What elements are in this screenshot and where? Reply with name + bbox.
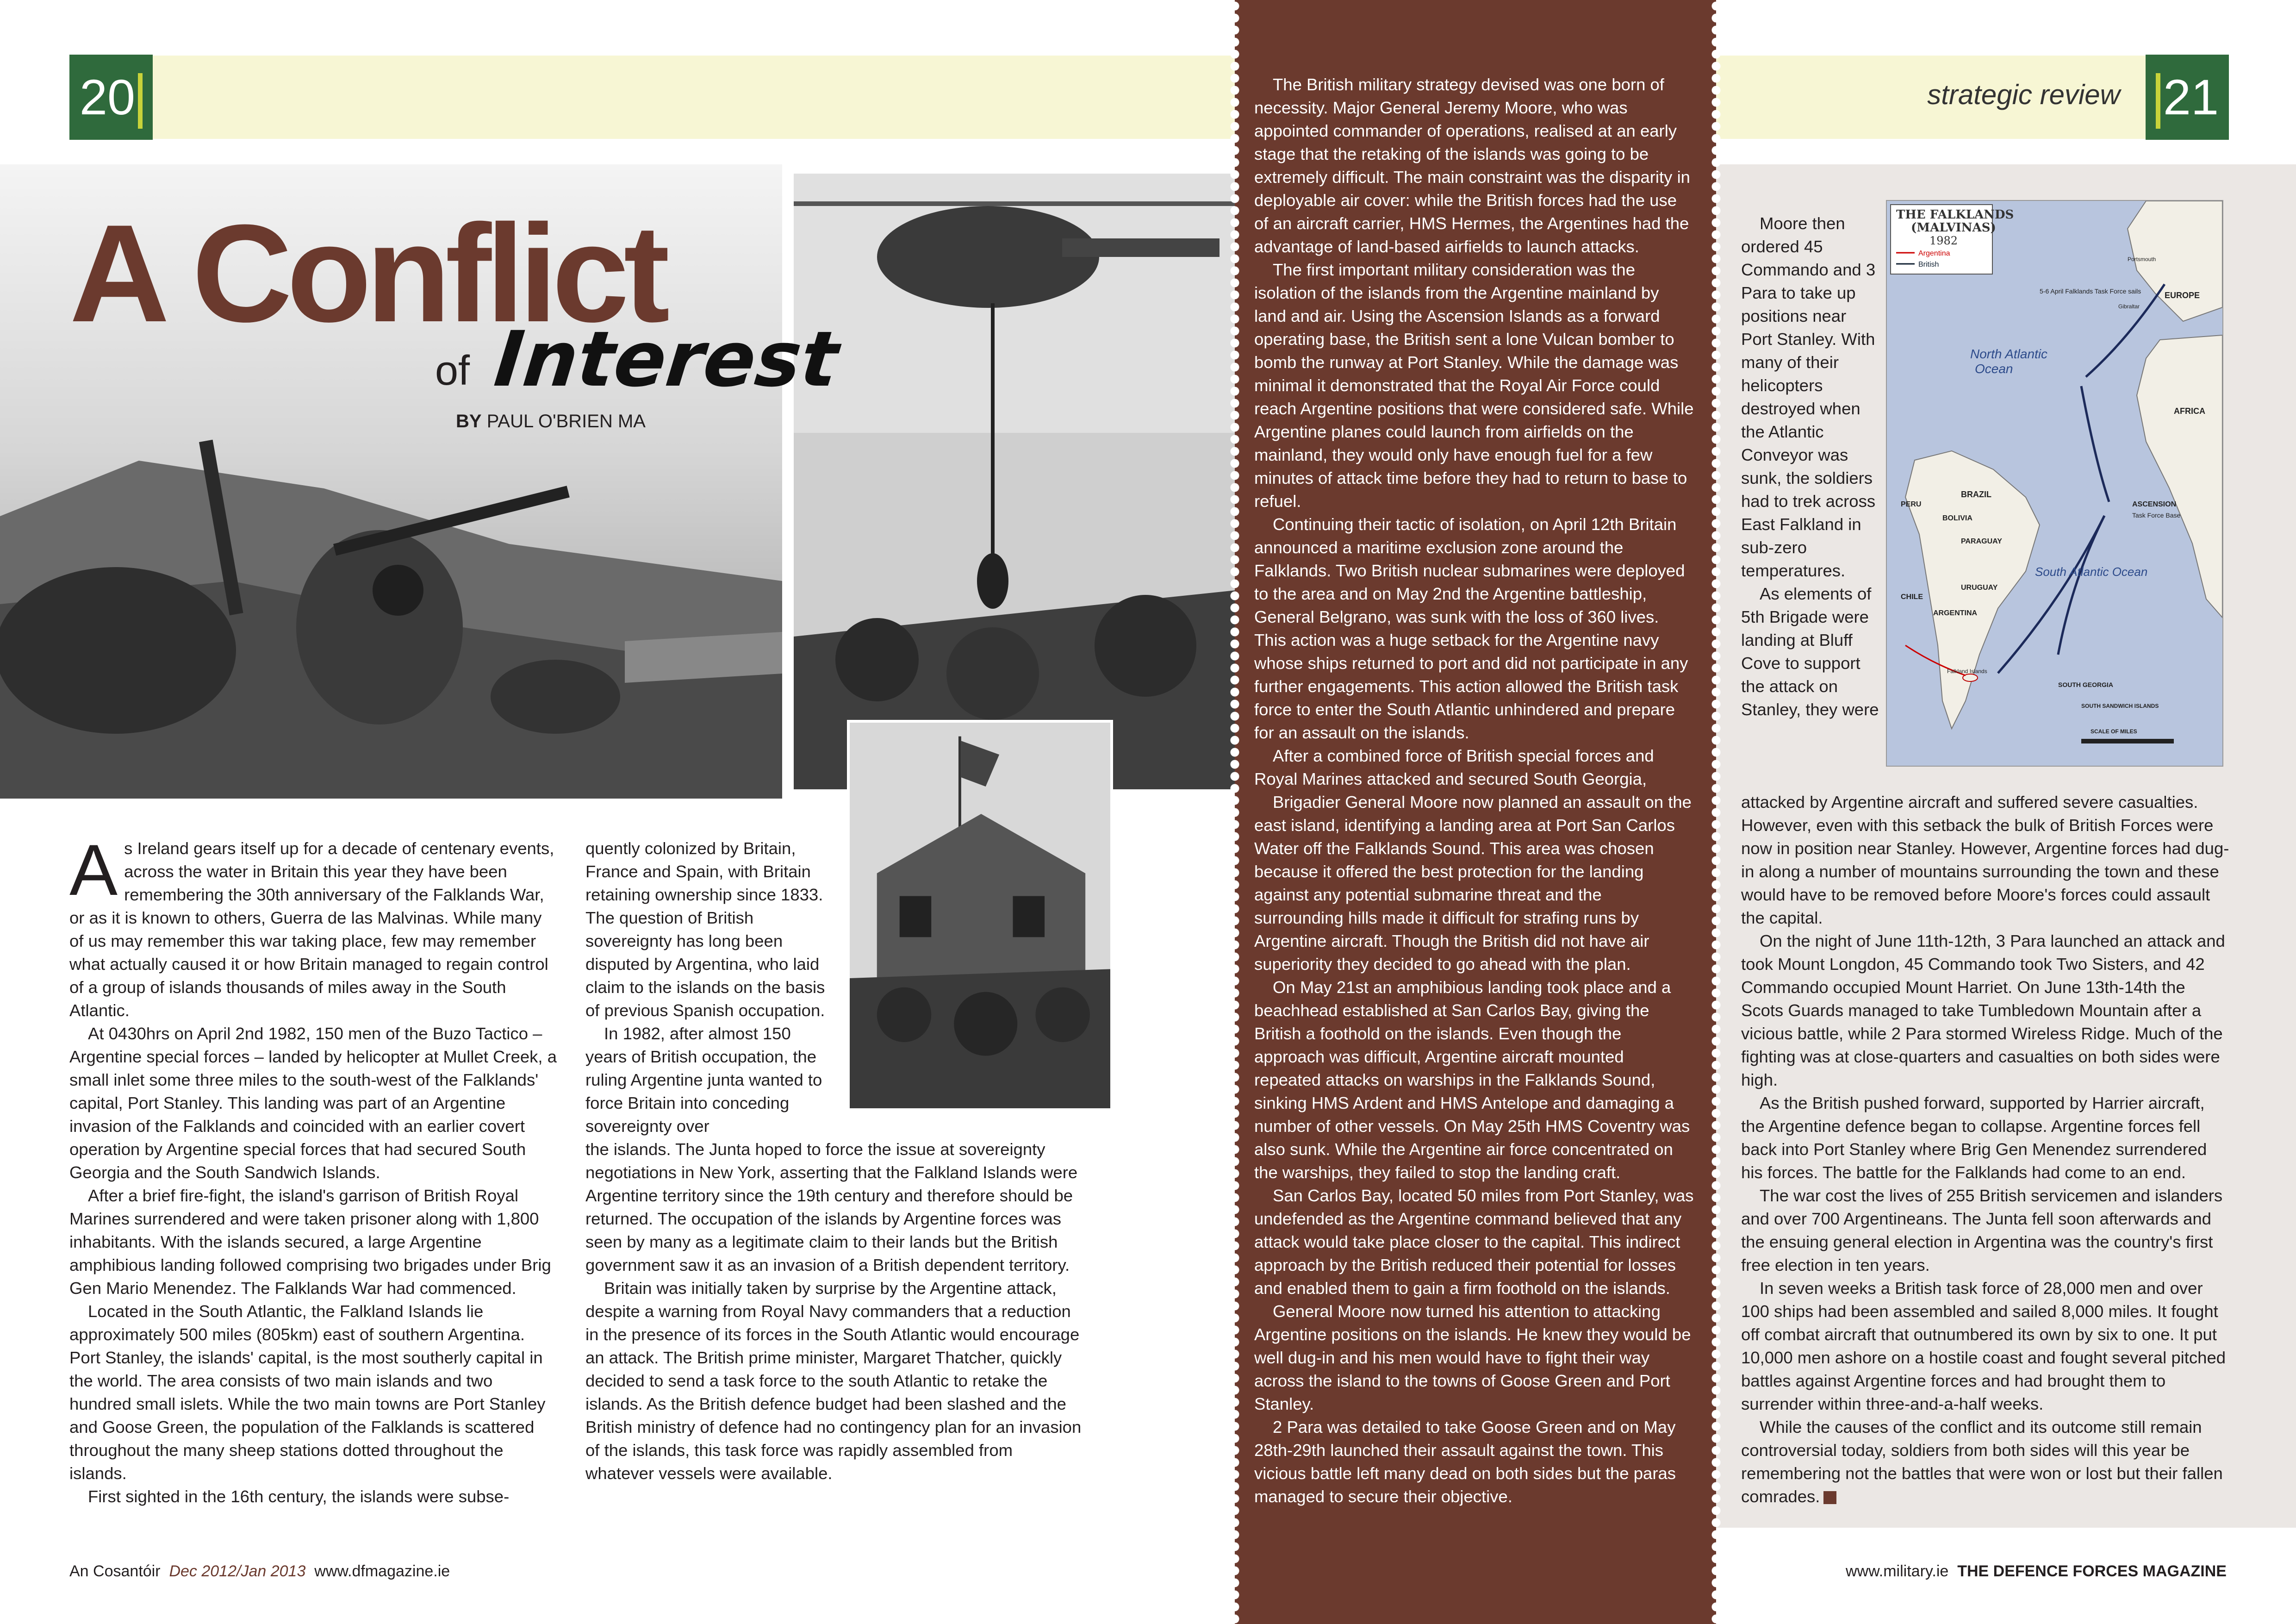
col2-paragraph-3: Britain was initially taken by surprise by the Argentine attack, despite a warning from Royal Navy commanders that a reduction in the presence of its forces in the South Atlantic would encourage an attack. The British prime minister, Margaret Thatcher, quickly decided to send a task force to the south Atlantic to retake the islands. As the British defence budget had been slashed and the British ministry of defence had no contingency plan for an invasion of the islands, this task force was rapidly assembled from whatever vessels were available. <box>585 1279 1082 1483</box>
map-legend-british: British <box>1918 261 1939 269</box>
article-title-interest: Interest <box>490 315 843 404</box>
col3-paragraph-7: San Carlos Bay, located 50 miles from Port Stanley, was undefended as the Argentine command believed that any attack would take place closer to the capital. This indirect approach by the British reduced their potential for losses and enabled them to gain a firm foothold on the islands. <box>1254 1186 1694 1298</box>
article-column-3 <box>1254 73 1694 1508</box>
footer-left <box>69 1562 450 1580</box>
left-page-number: 20 <box>69 55 153 140</box>
map-label-north-atlantic: North Atlantic <box>1970 347 2048 361</box>
drop-cap: A <box>69 830 118 911</box>
map-label-south-georgia: SOUTH GEORGIA <box>2058 681 2114 688</box>
col1-paragraph-2: At 0430hrs on April 2nd 1982, 150 men of the Buzo Tactico – Argentine special forces – landed by helicopter at Mullet Creek, a small inlet some three miles to the south-west of the Falklands' capital, Port Stanley. This landing was part of an Argentine invasion of the Falklands and coincided with an earlier covert operation by Argentine special forces that had secured South Georgia and the South Sandwich Islands. <box>69 1024 557 1182</box>
article-column-2-wide <box>585 1138 1085 1485</box>
map-label-south-sandwich: SOUTH SANDWICH ISLANDS <box>2081 703 2159 709</box>
falklands-map <box>1886 200 2223 767</box>
col3-paragraph-6: On May 21st an amphibious landing took place and a beachhead established at San Carlos Bay, giving the British a foothold on the islands. Even though the approach was difficult, Argentine aircraft mounted repeated attacks on warships in the Falklands Sound, sinking HMS Ardent and HMS Antelope and damaging a number of other vessels. On May 25th HMS Coventry was also sunk. While the Argentine air force concentrated on the warships, they failed to stop the landing craft. <box>1254 978 1690 1182</box>
map-label-uruguay: URUGUAY <box>1961 584 1998 592</box>
col4-paragraph-4: As the British pushed forward, supported by Harrier aircraft, the Argentine defence began to collapse. Argentine forces fell back into Port Stanley where Brig Gen Menendez surrendered his forces. The battle for the Falklands had come to an end. <box>1741 1093 2207 1182</box>
article-column-2-narrow <box>585 837 828 1138</box>
brown-column-left-edge <box>1229 0 1241 1624</box>
map-label-scale: SCALE OF MILES <box>2091 728 2137 735</box>
map-legend-argentina: Argentina <box>1918 250 1950 257</box>
map-title-1: THE FALKLANDS <box>1896 208 2014 222</box>
article-title: A Conflict <box>69 195 665 351</box>
article-column-1 <box>69 830 558 1508</box>
photo-flag-building <box>847 720 1113 1111</box>
footer-right <box>1846 1562 2227 1580</box>
map-label-chile: CHILE <box>1901 593 1923 601</box>
map-label-brazil: BRAZIL <box>1961 490 1991 499</box>
photo-helicopter-troops <box>794 174 1236 789</box>
col1-paragraph-1: As Ireland gears itself up for a decade of centenary events, across the water in Britain this year they have been remembering the 30th anniversary of the Falklands War, or as it is known to others, Guerra de las Malvinas. While many of us may remember this war taking place, few may remember what actually caused it or how Britain managed to regain control of a group of islands thousands of miles away in the South Atlantic. <box>69 830 554 1020</box>
map-label-bolivia: BOLIVIA <box>1942 514 1972 522</box>
footer-left-url: www.dfmagazine.ie <box>314 1562 450 1580</box>
col4-paragraph-2b: attacked by Argentine aircraft and suffered severe casualties. However, even with this setback the bulk of British Forces were now in position near Stanley. However, Argentine forces had dug-in along a number of mountains surrounding the town and these would have to be removed before Moore's forces could assault the capital. <box>1741 793 2229 927</box>
col2-paragraph-2a: In 1982, after almost 150 years of British occupation, the ruling Argentine junta wanted to force Britain into conceding sovereignty over <box>585 1024 822 1136</box>
map-label-argentina: ARGENTINA <box>1933 609 1978 617</box>
footer-magazine-name: An Cosantóir <box>69 1562 161 1580</box>
article-column-4-wide <box>1741 791 2232 1508</box>
col3-paragraph-3: Continuing their tactic of isolation, on April 12th Britain announced a maritime exclusion zone around the Falklands. Two British nuclear submarines were deployed to the area and on May 2nd the Argentine battleship, General Belgrano, was sunk with the loss of 360 lives. This action was a huge setback for the Argentine navy whose ships returned to port and did not participate in any further engagements. This action allowed the British task force to enter the South Atlantic unhindered and prepare for an assault on the islands. <box>1254 515 1688 742</box>
col1-paragraph-5: First sighted in the 16th century, the islands were subse- <box>88 1487 510 1506</box>
footer-magazine-title: THE DEFENCE FORCES MAGAZINE <box>1957 1562 2227 1580</box>
map-label-portsmouth: Portsmouth <box>2128 256 2156 262</box>
col3-paragraph-1: The British military strategy devised was one born of necessity. Major General Jeremy Moore, who was appointed commander of operations, realised at an early stage that the retaking of the islands was going to be extremely difficult. The main constraint was the disparity in deployable air cover: while the British forces had the use of an aircraft carrier, HMS Hermes, the Argentines had the advantage of land-based airfields to launch attacks. <box>1254 75 1690 256</box>
section-label: strategic review <box>1927 79 2120 110</box>
col4-paragraph-6: In seven weeks a British task force of 28,000 men and over 100 ships had been assembled and sailed 8,000 miles. It fought off combat aircraft that outnumbered its own by six to one. It put 10,000 men ashore on a hostile coast and fought several pitched battles against Argentine forces and had brought them to surrender within three-and-a-half weeks. <box>1741 1279 2226 1413</box>
col2-paragraph-2b: the islands. The Junta hoped to force the issue at sovereignty negotiations in New York, asserting that the Falkland Islands were Argentine territory since the 19th century and therefore should be returned. The occupation of the islands by Argentine forces was seen by many as a legitimate claim to their lands but the British government saw it as an invasion of a British dependent territory. <box>585 1140 1078 1274</box>
map-label-ocean: Ocean <box>1975 362 2013 376</box>
col4-paragraph-5: The war cost the lives of 255 British servicemen and islanders and over 700 Argentineans. The Junta fell soon afterwards and the ensuing general election in Argentina was the country's first free election in ten years. <box>1741 1186 2223 1274</box>
brown-column-right-edge <box>1710 0 1722 1624</box>
map-label-africa: AFRICA <box>2174 406 2205 416</box>
header-band <box>153 56 2198 139</box>
map-label-ascension: ASCENSION <box>2132 500 2177 508</box>
article-title-of: of <box>435 348 470 394</box>
map-year: 1982 <box>1929 234 1958 247</box>
map-label-peru: PERU <box>1901 500 1922 508</box>
right-page-number: 21 <box>2146 55 2229 140</box>
col3-paragraph-4: After a combined force of British special forces and Royal Marines attacked and secured South Georgia, <box>1254 746 1654 788</box>
footer-issue: Dec 2012/Jan 2013 <box>169 1562 306 1580</box>
col3-paragraph-2: The first important military consideration was the isolation of the islands from the Argentine mainland by land and air. Using the Ascension Islands as a forward operating base, the British sent a lone Vulcan bomber to bomb the runway at Port Stanley. While the damage was minimal it demonstrated that the Royal Air Force could reach Argentine positions that were considered safe. While Argentine planes could launch from airfields on the mainland, they would only have enough fuel for a few minutes of attack time before they had to return to base to refuel. <box>1254 260 1694 511</box>
byline: BY PAUL O'BRIEN MA <box>456 411 646 431</box>
map-label-task-force-base: Task Force Base <box>2132 512 2181 519</box>
map-label-task-force-sails: 5-6 April Falklands Task Force sails <box>2040 287 2141 295</box>
col3-paragraph-5: Brigadier General Moore now planned an assault on the east island, identifying a landing area at Port San Carlos Water off the Falklands Sound. This area was chosen because it offered the best protection for the landing against any potential submarine threat and the surrounding hills made it difficult for strafing runs by Argentine aircraft. Though the British did not have air superiority they decided to go ahead with the plan. <box>1254 793 1692 974</box>
footer-right-url: www.military.ie <box>1846 1562 1949 1580</box>
col1-paragraph-3: After a brief fire-fight, the island's garrison of British Royal Marines surrendered and were taken prisoner along with 1,800 inhabitants. With the islands secured, a large Argentine amphibious landing followed comprising two brigades under Brig Gen Mario Menendez. The Falklands War had commenced. <box>69 1186 551 1298</box>
end-mark <box>1823 1491 1836 1504</box>
col3-paragraph-9: 2 Para was detailed to take Goose Green and on May 28th-29th launched their assault against the town. This vicious battle left many dead on both sides but the paras managed to secure their objective. <box>1254 1418 1676 1506</box>
map-label-europe: EUROPE <box>2165 291 2200 300</box>
col2-paragraph-1: quently colonized by Britain, France and Spain, with Britain retaining ownership since 1833. The question of British sovereignty has long been disputed by Argentina, who laid claim to the islands on the basis of previous Spanish occupation. <box>585 839 825 1020</box>
col3-paragraph-8: General Moore now turned his attention to attacking Argentine positions on the islands. He knew they would be well dug-in and his men would have to fight their way across the island to the towns of Goose Green and Port Stanley. <box>1254 1302 1691 1413</box>
col4-paragraph-1: Moore then ordered 45 Commando and 3 Para to take up positions near Port Stanley. With many of their helicopters destroyed when the Atlantic Conveyor was sunk, the soldiers had to trek across East Falkland in sub-zero temperatures. <box>1741 214 1876 580</box>
map-label-paraguay: PARAGUAY <box>1961 537 2002 545</box>
col1-paragraph-4: Located in the South Atlantic, the Falkland Islands lie approximately 500 miles (805km) east of southern Argentina. Port Stanley, the islands' capital, is the most southerly capital in the world. The area consists of two main islands and two hundred small islets. While the two main towns are Port Stanley and Goose Green, the population of the Falklands is scattered throughout the many sheep stations dotted throughout the islands. <box>69 1302 546 1483</box>
col4-paragraph-2a: As elements of 5th Brigade were landing at Bluff Cove to support the attack on Stanley, they were <box>1741 584 1879 719</box>
article-column-4-narrow <box>1741 212 1880 721</box>
map-label-falkland-islands: Falkland Islands <box>1947 668 1987 675</box>
col4-paragraph-3: On the night of June 11th-12th, 3 Para launched an attack and took Mount Longdon, 45 Commando took Two Sisters, and 42 Commando occupied Mount Harriet. On June 13th-14th the Scots Guards managed to take Tumbledown Mountain after a vicious battle, while 2 Para stormed Wireless Ridge. Much of the fighting was at close-quarters and casualties on both sides were high. <box>1741 931 2225 1089</box>
col4-paragraph-7: While the causes of the conflict and its outcome still remain controversial today, soldiers from both sides will this year be remembering not the battles that were won or lost but their fallen comrades. <box>1741 1418 2223 1506</box>
map-label-gibraltar: Gibraltar <box>2118 303 2140 310</box>
map-title-2: (MALVINAS) <box>1911 221 1996 235</box>
map-label-south-atlantic: South Atlantic Ocean <box>2035 565 2148 579</box>
